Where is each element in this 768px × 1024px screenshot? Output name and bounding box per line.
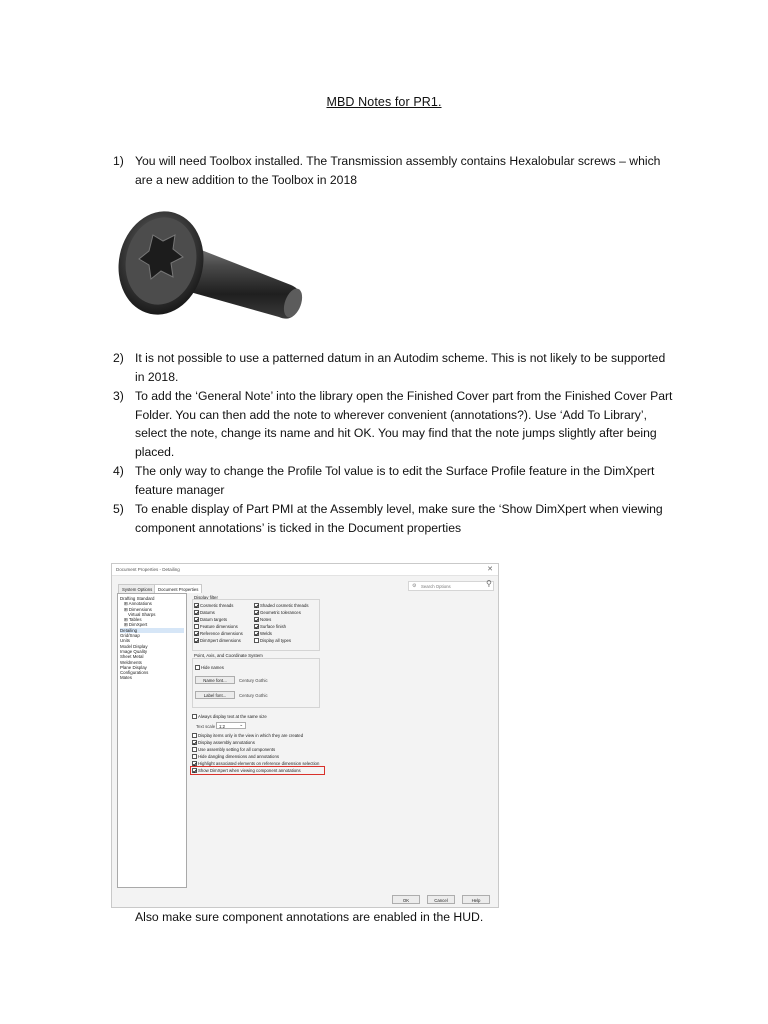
label-font-button[interactable]: Label font... (195, 691, 235, 699)
close-icon[interactable]: ✕ (487, 566, 493, 573)
tab-system-options[interactable]: System Options (118, 584, 156, 593)
document-title: MBD Notes for PR1. (326, 95, 442, 109)
tree-item-annotations[interactable]: ⊞ Annotations (124, 601, 152, 607)
ok-button[interactable]: OK (392, 895, 420, 904)
highlight-box (190, 766, 325, 775)
tree-item-detailing[interactable]: Detailing (120, 628, 184, 633)
checkbox-use-assembly-setting[interactable]: Use assembly setting for all components (192, 747, 275, 752)
checkbox-dimxpert-dimensions[interactable]: DimXpert dimensions (194, 638, 241, 643)
text-scale-select[interactable]: 1:2 ⌄ (216, 722, 246, 729)
checkbox-cosmetic-threads[interactable]: Cosmetic threads (194, 603, 233, 608)
list-item-5 (113, 500, 673, 537)
footer-note: Also make sure component annotations are enabled in the HUD. (135, 910, 484, 924)
item-number: 1) (113, 154, 124, 168)
checkbox-shaded-cosmetic-threads[interactable]: Shaded cosmetic threads (254, 603, 309, 608)
detailing-options-pane (190, 593, 495, 888)
display-filter-label: Display filter (194, 595, 218, 600)
tree-item-dimensions[interactable]: ⊞ Dimensions (124, 606, 152, 612)
tree-item-drafting-standard[interactable]: Drafting Standard (120, 596, 155, 601)
item-text: It is not possible to use a patterned datum in an Autodim scheme. This is not likely to be supported in 2018. (135, 351, 666, 384)
checkbox-feature-dimensions[interactable]: Feature dimensions (194, 624, 238, 629)
checkbox-show-dimxpert[interactable]: Show DimXpert when viewing component annotations (192, 768, 301, 773)
item-number: 4) (113, 464, 124, 478)
chevron-down-icon: ⌄ (239, 722, 243, 727)
tree-item-sheet-metal[interactable]: Sheet Metal (120, 654, 144, 660)
tree-item-tables[interactable]: ⊞ Tables (124, 617, 142, 623)
checkbox-notes[interactable]: Notes (254, 617, 271, 622)
search-icon[interactable]: ⚲ (486, 579, 492, 588)
checkbox-display-assembly-annotations[interactable]: Display assembly annotations (192, 740, 255, 745)
tree-item-image-quality[interactable]: Image Quality (120, 648, 148, 654)
list-item-2 (113, 349, 673, 386)
checkbox-datums[interactable]: Datums (194, 610, 215, 615)
item-number: 2) (113, 351, 124, 365)
item-number: 5) (113, 502, 124, 516)
hexalobular-screw-image (113, 205, 313, 330)
item-text: The only way to change the Profile Tol value is to edit the Surface Profile feature in the DimXpert feature manager (135, 464, 655, 497)
tree-item-model-display[interactable]: Model Display (120, 643, 148, 649)
tab-document-properties[interactable]: Document Properties (154, 584, 202, 593)
checkbox-welds[interactable]: Welds (254, 631, 272, 636)
checkbox-highlight-associated[interactable]: Highlight associated elements on reference dimension selection (192, 761, 319, 766)
label-font-value: Century Gothic (239, 693, 268, 698)
tree-item-weldments[interactable]: Weldments (120, 659, 142, 665)
checkbox-always-display-text[interactable]: Always display text at the same size (192, 714, 267, 719)
tree-item-plane-display[interactable]: Plane Display (120, 664, 147, 670)
help-button[interactable]: Help (462, 895, 490, 904)
text-scale-label: Text scale (196, 724, 216, 729)
dialog-titlebar (112, 564, 498, 576)
options-tree (117, 593, 187, 888)
list-item-3 (113, 387, 673, 461)
item-text: To enable display of Part PMI at the Assembly level, make sure the ‘Show DimXpert when viewing component annotations’ is ticked in the Document properties (135, 502, 663, 535)
name-font-button[interactable]: Name font... (195, 676, 235, 684)
item-text: You will need Toolbox installed. The Transmission assembly contains Hexalobular screws – which are a new addition to the Toolbox in 2018 (135, 154, 661, 187)
dialog-title: Document Properties - Detailing (116, 567, 180, 572)
checkbox-hide-dangling[interactable]: Hide dangling dimensions and annotations (192, 754, 279, 759)
tree-item-grid-snap[interactable]: Grid/Snap (120, 633, 140, 639)
checkbox-datum-targets[interactable]: Datum targets (194, 617, 227, 622)
checkbox-display-items-only[interactable]: Display items only in the view in which they are created (192, 733, 303, 738)
tree-item-virtual-sharps[interactable]: Virtual Sharps (128, 611, 156, 617)
search-placeholder: Search Options (421, 584, 451, 589)
checkbox-hide-names[interactable]: Hide names (195, 665, 224, 670)
point-axis-label: Point, Axis, and Coordinate System (194, 653, 263, 658)
tree-item-configurations[interactable]: Configurations (120, 670, 149, 676)
name-font-value: Century Gothic (239, 678, 268, 683)
document-properties-dialog (111, 563, 499, 908)
checkbox-reference-dimensions[interactable]: Reference dimensions (194, 631, 243, 636)
tree-item-units[interactable]: Units (120, 638, 131, 644)
item-number: 3) (113, 389, 124, 403)
list-item-4 (113, 462, 673, 499)
gear-icon: ⚙ (412, 583, 417, 589)
item-text: To add the ‘General Note’ into the library open the Finished Cover part from the Finished Cover Part Folder. You can then add the note to wherever convenient (annotations?). Use ‘Add To Library’, select the note, change its name and hit OK. You may find that the note jumps slightly after being placed. (135, 389, 673, 459)
checkbox-display-all-types[interactable]: Display all types (254, 638, 291, 643)
search-input[interactable] (408, 581, 494, 591)
cancel-button[interactable]: Cancel (427, 895, 455, 904)
tree-item-mates[interactable]: Mates (120, 675, 132, 681)
list-item-1 (113, 152, 673, 189)
checkbox-geometric-tolerances[interactable]: Geometric tolerances (254, 610, 301, 615)
checkbox-surface-finish[interactable]: Surface finish (254, 624, 286, 629)
tree-item-dimxpert[interactable]: ⊞ DimXpert (124, 622, 148, 628)
